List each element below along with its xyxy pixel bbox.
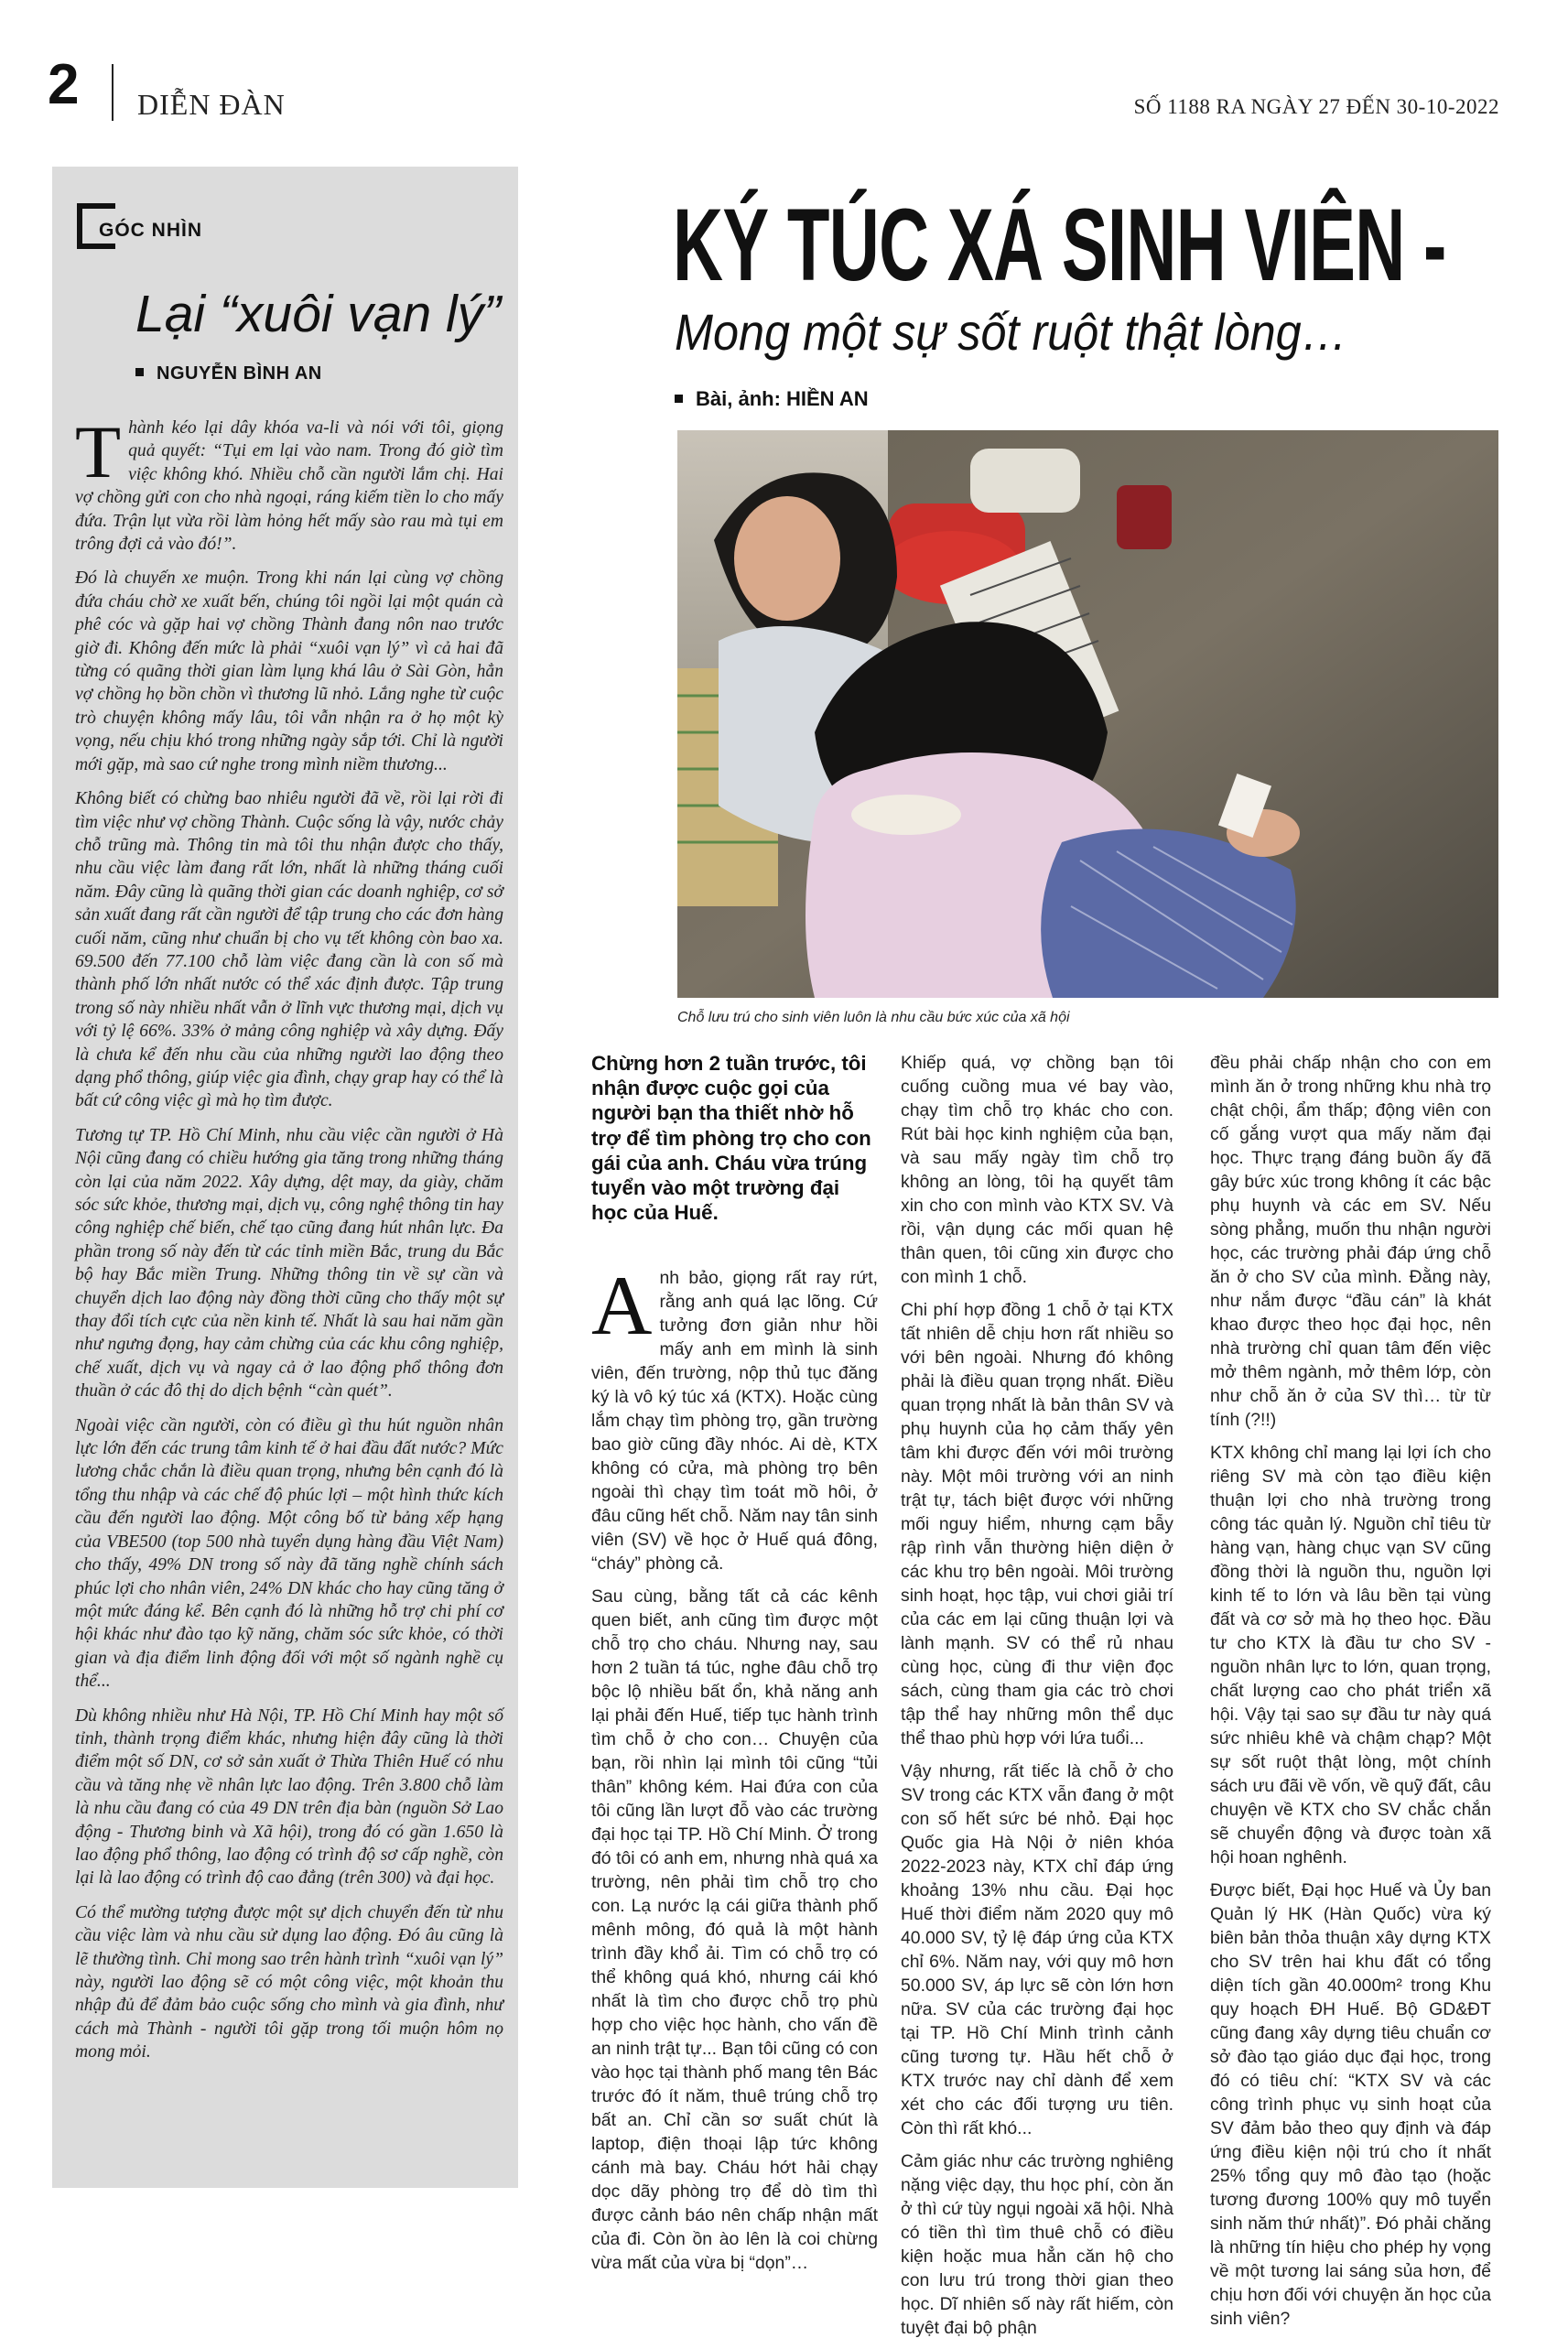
article-title: KÝ TÚC XÁ SINH VIÊN - (673, 188, 1446, 302)
article-paragraph-text: nh bảo, giọng rất ray rứt, rằng anh quá lạc lõng. Cứ tưởng đơn giản như hồi mấy anh em mình là sinh viên, đến trường, nộp thủ tục đăng ký là vô ký túc xá (KTX). Hoặc cùng lắm chạy tìm phòng trọ, gần trường bao giờ cũng đầy nhóc. Ai dè, KTX không có cửa, mà phòng trọ bên ngoài thì chạy tìm toát mồ hôi, ở đâu cũng hết chỗ. Năm nay tân sinh viên (SV) về học ở Huế quá đông, “cháy” phòng cả. (591, 1268, 878, 1575)
article-paragraph: Vậy nhưng, rất tiếc là chỗ ở cho SV trong các KTX vẫn đang ở một con số hết sức bé nhỏ. Đại học Quốc gia Hà Nội ở niên khóa 2022-2023 này, KTX chỉ đáp ứng khoảng 13% nhu cầu. Đại học Huế thời điểm năm 2020 quy mô 40.000 SV, tỷ lệ đáp ứng của KTX chỉ 6%. Năm nay, với quy mô hơn 50.000 SV, áp lực sẽ còn lớn hơn nữa. SV của các trường đại học tại TP. Hồ Chí Minh trình cảnh cũng tương tự. Hầu hết chỗ ở KTX trước nay chỉ dành để xem xét cho các đối tượng ưu tiên. Còn thì rất khó... (901, 1761, 1173, 2138)
article-photo (677, 430, 1498, 998)
sidebar-paragraph: Không biết có chừng bao nhiêu người đã về, rồi lại rời đi tìm việc như vợ chồng Thành. Cuộc sống là vậy, nước chảy chỗ trũng mà. Thông tin mà tôi thu nhận được cho thấy, nhu cầu việc làm đang rất lớn, nhất là những tháng cuối năm. Đây cũng là quãng thời gian các doanh nghiệp, cơ sở sản xuất đang rất cần người để tập trung cho các đơn hàng cuối năm, cũng như chuẩn bị cho vụ tết không còn bao xa. 69.500 đến 77.100 chỗ làm việc đang cần là con số mà thành phố lớn nhất nước có thể xác định được. Tập trung trong số này nhiều nhất vẫn ở lĩnh vực thương mại, dịch vụ với tỷ lệ 66%. 33% ở mảng công nghiệp và xây dựng. Đấy là chưa kể đến nhu cầu của những người lao động theo dạng phổ thông, giúp việc gia đình, chạy grap hay có thể là bất cứ công việc gì mà họ tìm được. (75, 789, 503, 1111)
article-column-1 (591, 1051, 878, 2284)
article-paragraph: Sau cùng, bằng tất cả các kênh quen biết, anh cũng tìm được một chỗ trọ cho cháu. Nhưng nay, sau hơn 2 tuần tá túc, nghe đâu chỗ trọ bộc lộ nhiều bất ổn, khả năng anh lại phải đến Huế, tiếp tục hành trình tìm chỗ ở cho con… Chuyện của bạn, rồi nhìn lại mình tôi cũng “tủi thân” không kém. Hai đứa con của tôi cũng lần lượt đỗ vào các trường đại học tại TP. Hồ Chí Minh. Ở trong đó tôi có anh em, nhưng nhà quá xa trường, nên phải tìm chỗ trọ cho con. Lạ nước lạ cái giữa thành phố mênh mông, đó quả là một hành trình đầy khổ ải. Tìm có chỗ trọ có thể không quá khó, nhưng cái khó nhất là tìm cho được chỗ trọ phù hợp cho việc học hành, cho vấn đề an ninh trật tự... Bạn tôi cũng có con vào học tại thành phố mang tên Bác trước đó ít năm, thuê trúng chỗ trọ bất an. Chỉ cần sơ suất chút là laptop, điện thoại lập tức không cánh mà bay. Cháu hớt hải chạy dọc dãy phòng trọ để dò tìm thì được cảnh báo nên chấp nhận mất của đi. Còn ồn ào lên là coi chừng vừa mất của vừa bị “dọn”… (591, 1586, 878, 2274)
bullet-icon (675, 395, 683, 403)
sidebar-paragraph: Dù không nhiều như Hà Nội, TP. Hồ Chí Minh hay một số tỉnh, thành trọng điểm khác, nhưng hiện đây cũng là thời điểm một số DN, cơ sở sản xuất ở Thừa Thiên Huế có nhu cầu và tăng nhẹ về nhân lực lao động. Trên 3.800 chỗ làm là nhu cầu đang có của 49 DN trên địa bàn (nguồn Sở Lao động - Thương binh và Xã hội), trong đó có gần 1.650 là lao động phổ thông, lao động có trình độ sơ cấp nghề, còn lại là lao động có trình độ cao đẳng (trên 300) và đại học. (75, 1705, 503, 1889)
sidebar-author (135, 363, 322, 384)
page-number: 2 (48, 53, 80, 116)
article-paragraph: Cảm giác như các trường nghiêng nặng việc dạy, thu học phí, còn ăn ở thì cứ tùy ngụi ngoài xã hội. Nhà có tiền thì tìm thuê chỗ có điều kiện hoặc mua hẳn căn hộ cho con lưu trú trong thời gian theo học. Dĩ nhiên số này rất hiếm, còn tuyệt đại bộ phận (901, 2151, 1173, 2338)
sidebar-title: Lại “xuôi vạn lý” (135, 285, 502, 343)
column-label: GÓC NHÌN (99, 220, 202, 241)
article-paragraph: KTX không chỉ mang lại lợi ích cho riêng SV mà còn tạo điều kiện thuận lợi cho nhà trường trong công tác quản lý. Nguồn chỉ tiêu từ hàng vạn, hàng chục vạn SV cũng đồng thời là nguồn thu, nguồn lợi kinh tế to lớn và lâu bền tại vùng đất và cơ sở mà họ theo học. Đầu tư cho KTX là đầu tư cho SV - nguồn nhân lực to lớn, quan trọng, chất lượng cao cho phát triển xã hội. Vậy tại sao sự đầu tư này quá sức nhiêu khê và chậm chạp? Một sự sốt ruột thật lòng, một chính sách ưu đãi về vốn, về quỹ đất, câu chuyện về KTX cho SV chắc chắn sẽ chuyển động và được toàn xã hội hoan nghênh. (1210, 1443, 1491, 1867)
article-lead: Chừng hơn 2 tuần trước, tôi nhận được cuộc gọi của người bạn tha thiết nhờ hỗ trợ để tìm phòng trọ cho con gái của anh. Cháu vừa trúng tuyển vào một trường đại học của Huế. (591, 1052, 871, 1225)
article-paragraph: Được biết, Đại học Huế và Ủy ban Quản lý HK (Hàn Quốc) vừa ký biên bản thỏa thuận xây dựng KTX cho SV trên hai khu đất có tổng diện tích gần 40.000m² trong Khu quy hoạch ĐH Huế. Bộ GD&ĐT cũng đang xây dựng tiêu chuẩn cơ sở đào tạo giáo dục đại học, trong đó có tiêu chí: “KTX SV và các công trình phục vụ sinh hoạt của SV đảm bảo theo quy định và đáp ứng điều kiện nội trú cho ít nhất 25% tổng quy mô đào tạo (hoặc tương đương 100% quy mô tuyển sinh năm thứ nhất)”. Đó phải chăng là những tín hiệu cho phép hy vọng về một tương lai sáng sủa hơn, để chịu hơn đối với chuyện ăn học của sinh viên? (1210, 1880, 1491, 2329)
photo-caption: Chỗ lưu trú cho sinh viên luôn là nhu cầu bức xúc của xã hội (677, 1010, 1070, 1025)
article-paragraph: đều phải chấp nhận cho con em mình ăn ở trong những khu nhà trọ chật chội, ẩm thấp; động viên con cố gắng vượt qua mấy năm đại học. Thực trạng đáng buồn ấy đã gây bức xúc trong không ít các bậc phụ huynh và các em SV. Nếu sòng phẳng, muốn thu nhận người học, các trường phải đáp ứng chỗ ăn ở cho SV của mình. Đằng này, như nắm được “đầu cán” là khát khao được theo học đại học, nên nhà trường chỉ quan tâm đến việc mở thêm ngành, mở thêm lớp, còn như chỗ ăn ở của SV thì… từ từ tính (?!!) (1210, 1053, 1491, 1430)
issue-info: SỐ 1188 RA NGÀY 27 ĐẾN 30-10-2022 (1133, 95, 1499, 118)
sidebar-paragraph: Có thể mường tượng được một sự dịch chuyển đến từ nhu cầu việc làm và nhu cầu sử dụng lao động. Đó âu cũng là lẽ thường tình. Chỉ mong sao trên hành trình “xuôi vạn lý” này, người lao động sẽ có một công việc, một khoản thu nhập đủ để đảm bảo cuộc sống cho mình và gia đình, như cách mà Thành - người tôi gặp trong tối muộn hôm nọ mong mỏi. (75, 1902, 503, 2062)
sidebar-paragraph: Tương tự TP. Hồ Chí Minh, nhu cầu việc cần người ở Hà Nội cũng đang có chiều hướng gia tăng trong những tháng còn lại của năm 2022. Xây dựng, dệt may, da giày, chăm sóc sức khỏe, thương mại, dịch vụ, công nghệ thông tin hay công nghiệp chế biến, chế tạo cũng đang hút nhân lực. Đa phần trong số này đến từ các tỉnh miền Bắc, trung du Bắc bộ hay Bắc miền Trung. Những thông tin về sự cần và chuyển dịch lao động này đồng thời cũng cho thấy một sự thay đổi tích cực của nền kinh tế. Nhất là sau hai năm gần như ngưng đọng, hay cảm chừng của các khu công nghiệp, chế xuất, dịch vụ và ngay cả ở lao động phổ thông đơn thuần ở các đô thị do dịch bệnh “càn quét”. (75, 1125, 503, 1402)
sidebar-paragraph: Ngoài việc cần người, còn có điều gì thu hút nguồn nhân lực lớn đến các trung tâm kinh tế ở hai đầu đất nước? Mức lương chắc chắn là điều quan trọng, nhưng bên cạnh đó là tổng thu nhập và các chế độ phúc lợi – một hình thức kích cầu đến người lao động. Một công bố từ bảng xếp hạng của VBE500 (top 500 nhà tuyển dụng hàng đầu Việt Nam) cho thấy, 49% DN trong số này đã tăng nghề chính sách phúc lợi cho nhân viên, 24% DN khác cho hay cũng tăng ở một mức đáng kể. Bên cạnh đó là những hỗ trợ chi phí cơ hội khác như đào tạo kỹ năng, chăm sóc sức khỏe, có thời gian và địa điểm linh động đối với một số ngành nghề cụ thể... (75, 1415, 503, 1692)
sidebar-paragraph: Đó là chuyến xe muộn. Trong khi nán lại cùng vợ chồng đứa cháu chờ xe xuất bến, chúng tôi ngồi lại một quán cà phê cóc và gặp hai vợ chồng Thành đang nôn nao trước giờ đi. Không đến mức là phải “xuôi vạn lý” vì cả hai đã từng có quãng thời gian làm lụng khá lâu ở Sài Gòn, hẳn vợ chồng họ bồn chồn vì thương lũ nhỏ. Lắng nghe từ cuộc trò chuyện không mấy lâu, tôi vẫn nhận ra ở họ một kỳ vọng, nếu chịu khó trong những ngày sắp tới. Chỉ là người mới gặp, mà sao cứ nghe trong mình niềm thương... (75, 568, 503, 774)
photo-students-reading (677, 430, 1498, 998)
article-paragraph: Khiếp quá, vợ chồng bạn tôi cuống cuồng mua vé bay vào, chạy tìm chỗ trọ khác cho con. Rút bài học kinh nghiệm của bạn, và sau mấy ngày tìm chỗ trọ không an lòng, tôi hạ quyết tâm xin cho con mình vào KTX SV. Và rồi, vận dụng các mối quan hệ thân quen, tôi cũng xin được cho con mình 1 chỗ. (901, 1053, 1173, 1287)
article-column-3 (1210, 1051, 1491, 2340)
article-column-2 (901, 1051, 1173, 2349)
sidebar-dropcap: T (75, 410, 122, 493)
article-dropcap: A (591, 1259, 653, 1353)
sidebar-author-name: NGUYỄN BÌNH AN (157, 363, 322, 384)
article-byline (675, 387, 869, 411)
section-name: DIỄN ĐÀN (137, 88, 286, 121)
article-paragraph (591, 1259, 878, 1575)
article-paragraph: Chi phí hợp đồng 1 chỗ ở tại KTX tất nhiên dễ chịu hơn rất nhiều so với bên ngoài. Nhưng đó không phải là điều quan trọng nhất. Điều quan trọng nhất là bản thân SV và phụ huynh của họ cảm thấy yên tâm khi được đến với môi trường này. Một môi trường với an ninh trật tự, tách biệt được với những mối nguy hiểm, nhưng cạm bẫy rập rình vẫn thường hiện diện ở các khu trọ bên ngoài. Môi trường sinh hoạt, học tập, vui chơi giải trí của các em lại cũng thuận lợi và lành mạnh. SV có thể rủ nhau cùng học, cùng đi thư viện đọc sách, cùng tham gia các trò chơi tập thể hay những môn thể dục thể thao phù hợp với lứa tuổi... (901, 1300, 1173, 1748)
sidebar-paragraph-text: hành kéo lại dây khóa va-li và nói với tôi, giọng quả quyết: “Tụi em lại vào nam. Trong đó giờ tìm việc không khó. Nhiều chỗ cần người lắm chị. Hai vợ chồng gửi con cho nhà ngoại, ráng kiếm tiền lo cho mấy đứa. Trận lụt vừa rồi làm hỏng hết mấy sào rau mà tụi em trông đợi cả vào đó!”. (75, 418, 503, 555)
sidebar-paragraph (75, 410, 503, 556)
header-divider (112, 64, 114, 121)
article-subtitle: Mong một sự sốt ruột thật lòng… (675, 303, 1348, 361)
article-byline-text: Bài, ảnh: HIỀN AN (696, 387, 869, 410)
bullet-icon (135, 368, 144, 376)
sidebar-body (75, 410, 503, 2075)
